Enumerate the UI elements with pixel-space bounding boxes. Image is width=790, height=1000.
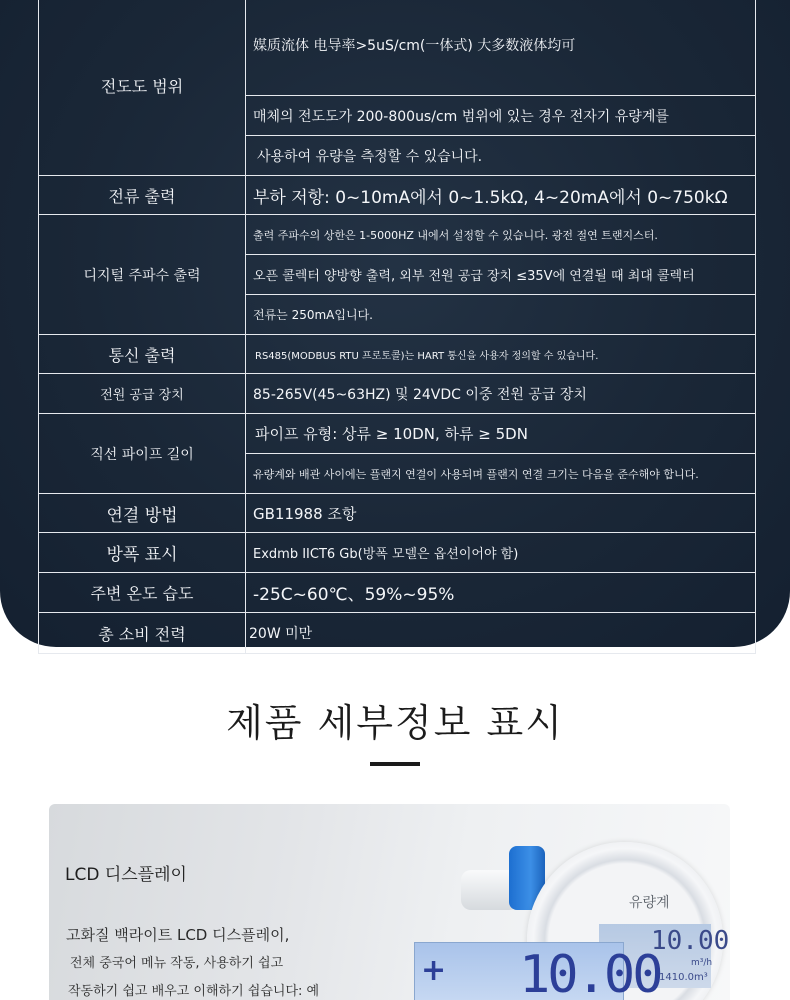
row-value-current-output: 부하 저항: 0~10mA에서 0~1.5kΩ, 4~20mA에서 0~750kΩ bbox=[246, 176, 756, 215]
row-label-conductivity: 전도도 범위 bbox=[39, 0, 246, 176]
lcd-main-display bbox=[414, 942, 661, 1000]
row-label-ambient: 주변 온도 습도 bbox=[39, 573, 246, 613]
row-label-digital-frequency: 디지털 주파수 출력 bbox=[39, 215, 246, 335]
row-value-ambient: -25C~60℃、59%~95% bbox=[246, 573, 756, 613]
row-value-connection: GB11988 조항 bbox=[246, 494, 756, 533]
title-underline bbox=[370, 762, 420, 766]
table-row bbox=[39, 335, 756, 374]
row-label-power-consumption: 총 소비 전력 bbox=[39, 613, 246, 654]
row-value-digital-frequency-2: 오픈 콜렉터 양방향 출력, 외부 전원 공급 장치 ≤35V에 연결될 때 최대 콜렉터 bbox=[246, 255, 756, 295]
lcd-main-value: 10.00 bbox=[519, 945, 661, 1000]
meter-label: 유량계 bbox=[629, 895, 670, 911]
row-label-current-output: 전류 출력 bbox=[39, 176, 246, 215]
row-value-conductivity-1: 媒质流体 电导率>5uS/cm(一体式) 大多数液体均可 bbox=[246, 0, 756, 96]
table-row bbox=[39, 573, 756, 613]
card-description bbox=[66, 924, 336, 999]
table-row bbox=[39, 176, 756, 215]
row-label-straight-pipe: 직선 파이프 길이 bbox=[39, 414, 246, 494]
row-value-power-consumption: 20W 미만 bbox=[246, 613, 756, 654]
row-value-digital-frequency-3: 전류는 250mA입니다. bbox=[246, 295, 756, 335]
product-detail-card bbox=[49, 804, 730, 1000]
plus-icon: + bbox=[421, 953, 447, 988]
row-label-connection: 연결 방법 bbox=[39, 494, 246, 533]
card-desc-line: 작동하기 쉽고 배우고 이해하기 쉽습니다: 예 bbox=[68, 984, 320, 999]
row-value-straight-pipe-1: 파이프 유형: 상류 ≥ 10DN, 하류 ≥ 5DN bbox=[246, 414, 756, 454]
card-desc-line: 전체 중국어 메뉴 작동, 사용하기 쉽고 bbox=[70, 956, 284, 971]
lcd-small-unit: m³/h bbox=[691, 958, 713, 968]
row-label-explosion-proof: 방폭 표시 bbox=[39, 533, 246, 573]
table-row bbox=[39, 215, 756, 255]
table-row bbox=[39, 414, 756, 454]
row-label-communication: 통신 출력 bbox=[39, 335, 246, 374]
card-desc-line: 고화질 백라이트 LCD 디스플레이, bbox=[66, 926, 290, 944]
lcd-small-total: 1410.0m³ bbox=[659, 972, 708, 983]
row-label-power-supply: 전원 공급 장치 bbox=[39, 374, 246, 414]
table-row bbox=[39, 0, 756, 96]
table-row bbox=[39, 374, 756, 414]
row-value-straight-pipe-2: 유량계와 배관 사이에는 플랜지 연결이 사용되며 플랜지 연결 크기는 다음을 준수해야 합니다. bbox=[246, 454, 756, 494]
spec-table bbox=[38, 0, 756, 654]
row-value-conductivity-3: 사용하여 유량을 측정할 수 있습니다. bbox=[246, 136, 756, 176]
row-value-power-supply: 85-265V(45~63HZ) 및 24VDC 이중 전원 공급 장치 bbox=[246, 374, 756, 414]
card-heading: LCD 디스플레이 bbox=[65, 865, 187, 885]
row-value-digital-frequency-1: 출력 주파수의 상한은 1-5000HZ 내에서 설정할 수 있습니다. 광전 절연 트랜지스터. bbox=[246, 215, 756, 255]
row-value-conductivity-2: 매체의 전도도가 200-800us/cm 범위에 있는 경우 전자기 유량계를 bbox=[246, 96, 756, 136]
lcd-small-value: 10.00 bbox=[651, 926, 730, 956]
section-title: 제품 세부정보 표시 bbox=[226, 701, 564, 745]
flowmeter-image bbox=[419, 834, 730, 1000]
row-value-explosion-proof: Exdmb IICT6 Gb(방폭 모델은 옵션이어야 함) bbox=[246, 533, 756, 573]
row-value-communication: RS485(MODBUS RTU 프로토콜)는 HART 통신을 사용자 정의할 수 있습니다. bbox=[246, 335, 756, 374]
table-row bbox=[39, 613, 756, 654]
table-row bbox=[39, 494, 756, 533]
table-row bbox=[39, 533, 756, 573]
